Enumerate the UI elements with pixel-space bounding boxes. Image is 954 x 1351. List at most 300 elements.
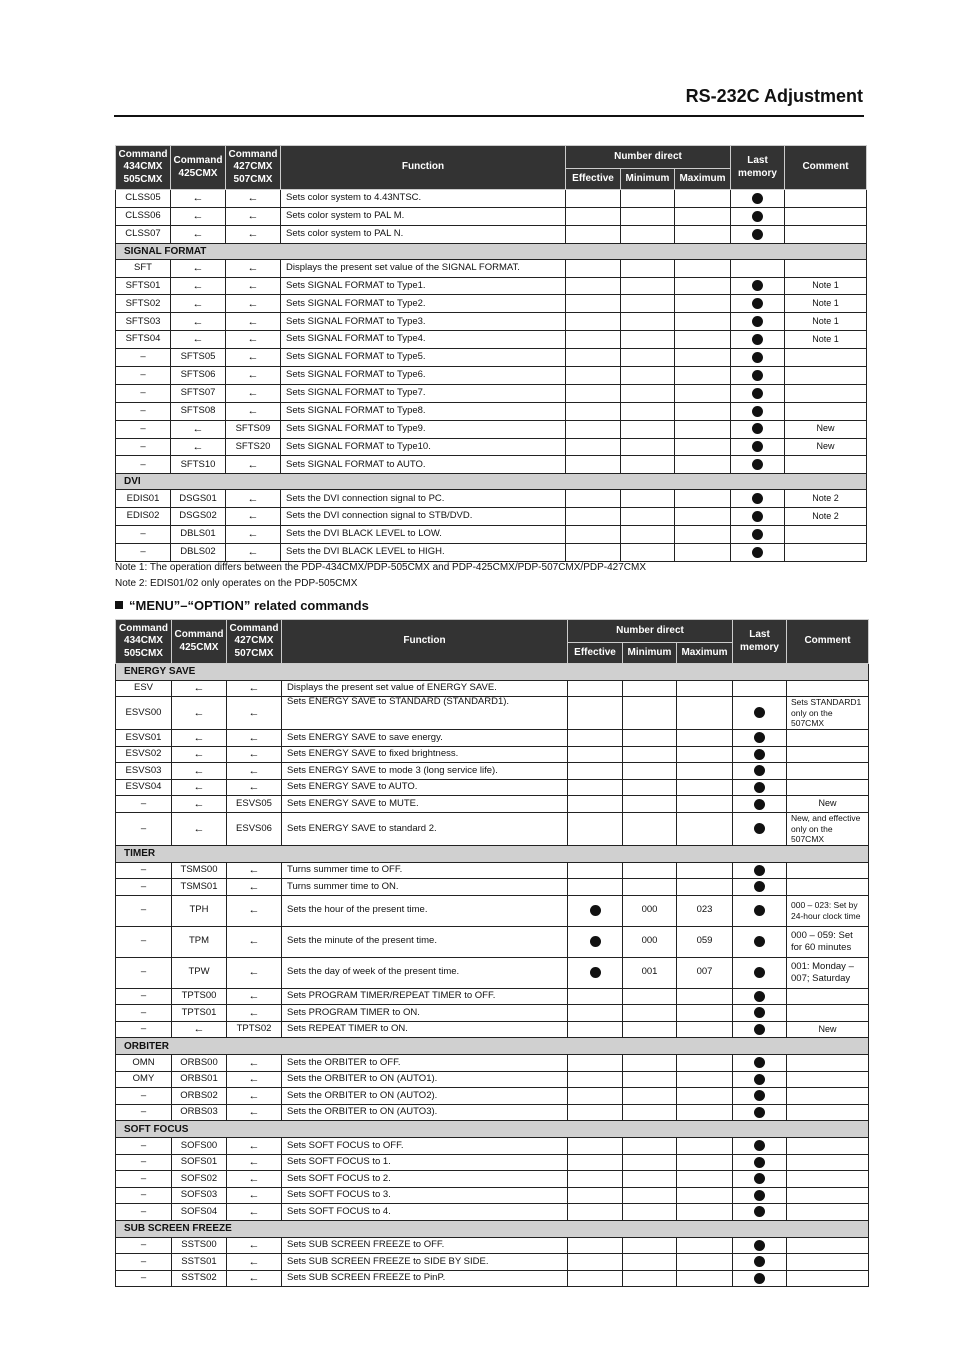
effective-cell (568, 926, 623, 957)
command-427-507 (226, 277, 281, 295)
comment-cell: New (785, 420, 867, 438)
arrow-left-icon: ← (248, 1139, 260, 1152)
command-434-505: ESVS03 (116, 763, 172, 780)
maximum-value (677, 813, 733, 846)
arrow-left-icon: ← (248, 1189, 260, 1202)
comment-cell (787, 1270, 869, 1287)
arrow-left-icon: ← (247, 315, 259, 328)
command-434-505: ESVS00 (116, 697, 172, 730)
black-circle-icon (754, 749, 765, 760)
command-434-505: – (116, 926, 172, 957)
effective-cell (566, 225, 621, 243)
table-row (116, 1204, 869, 1221)
effective-cell (568, 813, 623, 846)
black-circle-icon (754, 1256, 765, 1267)
last-memory-cell (731, 367, 785, 385)
command-434-505: ESVS04 (116, 779, 172, 796)
table-row (116, 763, 869, 780)
effective-cell (568, 779, 623, 796)
command-434-505: – (116, 438, 171, 456)
function-description: Sets the DVI BLACK LEVEL to HIGH. (281, 544, 566, 562)
effective-cell (566, 190, 621, 208)
arrow-left-icon: ← (192, 315, 204, 328)
command-434-505: ESVS01 (116, 730, 172, 747)
command-427-507 (227, 697, 282, 730)
command-434-505: ESV (116, 680, 172, 697)
command-434-505: SFTS02 (116, 295, 171, 313)
arrow-left-icon: ← (248, 935, 260, 948)
command-425: SSTS02 (172, 1270, 227, 1287)
header-maximum: Maximum (677, 643, 733, 664)
header-function: Function (281, 146, 566, 190)
command-434-505: – (116, 862, 172, 879)
comment-cell (787, 779, 869, 796)
minimum-value (623, 1071, 677, 1088)
comment-cell (785, 526, 867, 544)
comment-cell: New (785, 438, 867, 456)
function-description: Sets color system to 4.43NTSC. (281, 190, 566, 208)
command-434-505: – (116, 456, 171, 474)
minimum-value (621, 384, 675, 402)
command-425 (172, 730, 227, 747)
minimum-value (623, 813, 677, 846)
maximum-value: 007 (677, 957, 733, 988)
black-circle-icon (752, 316, 763, 327)
table-row (116, 1138, 869, 1155)
header-minimum: Minimum (621, 169, 675, 190)
table-row (116, 438, 867, 456)
command-434-505: SFTS04 (116, 331, 171, 349)
command-434-505: – (116, 1270, 172, 1287)
command-427-507 (226, 295, 281, 313)
black-circle-icon (754, 1024, 765, 1035)
minimum-value (623, 1138, 677, 1155)
effective-cell (568, 1055, 623, 1072)
table-row (116, 1021, 869, 1038)
arrow-left-icon: ← (248, 904, 260, 917)
last-memory-cell (733, 1021, 787, 1038)
maximum-value (677, 879, 733, 896)
table-row (116, 490, 867, 508)
black-circle-icon (752, 406, 763, 417)
section-label: SOFT FOCUS (116, 1121, 869, 1138)
effective-cell (566, 313, 621, 331)
section-row (116, 1121, 869, 1138)
arrow-left-icon: ← (192, 210, 204, 223)
command-425 (171, 420, 226, 438)
maximum-value (677, 1021, 733, 1038)
table-row (116, 697, 869, 730)
command-425: DSGS02 (171, 508, 226, 526)
effective-cell (568, 1270, 623, 1287)
comment-cell (785, 349, 867, 367)
table-row (116, 730, 869, 747)
maximum-value (677, 1171, 733, 1188)
comment-cell: Note 1 (785, 277, 867, 295)
title-rule (114, 115, 864, 117)
comment-cell (787, 1088, 869, 1105)
arrow-left-icon: ← (248, 748, 260, 761)
function-description: Sets SUB SCREEN FREEZE to OFF. (282, 1237, 568, 1254)
black-circle-icon (754, 707, 765, 718)
effective-cell (568, 862, 623, 879)
command-434-505: – (116, 1237, 172, 1254)
maximum-value (677, 988, 733, 1005)
black-circle-icon (754, 1157, 765, 1168)
black-circle-icon (752, 511, 763, 522)
header-comment: Comment (787, 620, 869, 664)
header-comment: Comment (785, 146, 867, 190)
function-description: Sets the DVI connection signal to PC. (281, 490, 566, 508)
black-circle-icon (754, 1173, 765, 1184)
minimum-value (621, 402, 675, 420)
command-427-507 (227, 879, 282, 896)
black-circle-icon (754, 1090, 765, 1101)
table-row (116, 313, 867, 331)
effective-cell (568, 1021, 623, 1038)
function-description: Sets color system to PAL N. (281, 225, 566, 243)
function-description: Sets ENERGY SAVE to standard 2. (282, 813, 568, 846)
last-memory-cell (733, 746, 787, 763)
last-memory-cell (733, 1254, 787, 1271)
black-circle-icon (754, 1074, 765, 1085)
effective-cell (568, 957, 623, 988)
black-circle-icon (754, 1190, 765, 1201)
command-425 (172, 746, 227, 763)
command-425: TPTS01 (172, 1005, 227, 1022)
maximum-value (675, 420, 731, 438)
effective-cell (566, 384, 621, 402)
effective-cell (566, 207, 621, 225)
comment-cell: Note 1 (785, 313, 867, 331)
black-circle-icon (752, 334, 763, 345)
comment-cell: Note 1 (785, 295, 867, 313)
arrow-left-icon: ← (248, 966, 260, 979)
header-command-434-505: Command 434CMX 505CMX (116, 146, 171, 190)
black-circle-icon (752, 352, 763, 363)
command-425 (171, 277, 226, 295)
table-row (116, 1187, 869, 1204)
black-circle-icon (754, 782, 765, 793)
header-function: Function (282, 620, 568, 664)
command-425: TSMS01 (172, 879, 227, 896)
maximum-value (675, 259, 731, 277)
black-circle-icon (754, 1107, 765, 1118)
arrow-left-icon: ← (248, 731, 260, 744)
black-circle-icon (754, 1007, 765, 1018)
arrow-left-icon: ← (192, 333, 204, 346)
maximum-value (675, 331, 731, 349)
command-425 (172, 796, 227, 813)
comment-cell (785, 207, 867, 225)
last-memory-cell (731, 349, 785, 367)
black-circle-icon (752, 298, 763, 309)
command-434-505: – (116, 1204, 172, 1221)
maximum-value (677, 763, 733, 780)
arrow-left-icon: ← (248, 1156, 260, 1169)
section-row (116, 243, 867, 259)
table-row (116, 926, 869, 957)
maximum-value (675, 349, 731, 367)
comment-cell: 000 – 023: Set by 24-hour clock time (787, 895, 869, 926)
last-memory-cell (731, 331, 785, 349)
last-memory-cell (731, 259, 785, 277)
arrow-left-icon: ← (248, 1272, 260, 1285)
minimum-value (621, 225, 675, 243)
table-row (116, 420, 867, 438)
arrow-left-icon: ← (248, 1172, 260, 1185)
table-header (116, 146, 867, 190)
arrow-left-icon: ← (248, 1239, 260, 1252)
maximum-value: 059 (677, 926, 733, 957)
last-memory-cell (733, 1071, 787, 1088)
effective-cell (568, 1005, 623, 1022)
header-command-425: Command 425CMX (171, 146, 226, 190)
maximum-value (677, 862, 733, 879)
section-row (116, 845, 869, 862)
command-425: DSGS01 (171, 490, 226, 508)
command-427-507 (227, 988, 282, 1005)
black-circle-icon (590, 905, 601, 916)
note-2: Note 2: EDIS01/02 only operates on the PDP-505CMX (115, 578, 358, 589)
black-circle-icon (752, 388, 763, 399)
arrow-left-icon: ← (192, 422, 204, 435)
last-memory-cell (731, 190, 785, 208)
command-425 (171, 331, 226, 349)
minimum-value (621, 313, 675, 331)
arrow-left-icon: ← (192, 228, 204, 240)
minimum-value (623, 730, 677, 747)
black-circle-icon (752, 441, 763, 452)
black-circle-icon (752, 211, 763, 222)
last-memory-cell (733, 697, 787, 730)
arrow-left-icon: ← (193, 731, 205, 744)
function-description: Sets the DVI BLACK LEVEL to LOW. (281, 526, 566, 544)
comment-cell: Note 1 (785, 331, 867, 349)
command-425: TPH (172, 895, 227, 926)
effective-cell (566, 526, 621, 544)
effective-cell (568, 1237, 623, 1254)
black-circle-icon (752, 370, 763, 381)
comment-cell (787, 1071, 869, 1088)
comment-cell (785, 190, 867, 208)
minimum-value (623, 763, 677, 780)
header-last-memory: Last memory (731, 146, 785, 190)
minimum-value (621, 420, 675, 438)
command-434-505: SFTS03 (116, 313, 171, 331)
effective-cell (568, 879, 623, 896)
function-description: Sets ENERGY SAVE to save energy. (282, 730, 568, 747)
command-434-505: OMN (116, 1055, 172, 1072)
command-425: ORBS03 (172, 1104, 227, 1121)
minimum-value (623, 796, 677, 813)
comment-cell (787, 1171, 869, 1188)
table-row (116, 367, 867, 385)
function-description: Sets the DVI connection signal to STB/DVD. (281, 508, 566, 526)
function-description: Turns summer time to OFF. (282, 862, 568, 879)
function-description: Sets SOFT FOCUS to 1. (282, 1154, 568, 1171)
effective-cell (566, 456, 621, 474)
arrow-left-icon: ← (248, 706, 260, 719)
black-circle-icon (590, 967, 601, 978)
arrow-left-icon: ← (248, 1255, 260, 1268)
note-1: Note 1: The operation differs between the PDP-434CMX/PDP-505CMX and PDP-425CMX/PDP-507CMX/PDP-427CMX (115, 562, 646, 573)
minimum-value (621, 259, 675, 277)
black-circle-icon (752, 547, 763, 558)
command-427-507 (227, 746, 282, 763)
effective-cell (566, 508, 621, 526)
arrow-left-icon: ← (247, 297, 259, 310)
arrow-left-icon: ← (193, 822, 205, 835)
section-label: SIGNAL FORMAT (116, 243, 867, 259)
command-434-505: – (116, 1171, 172, 1188)
last-memory-cell (731, 277, 785, 295)
command-425: ORBS02 (172, 1088, 227, 1105)
command-425 (171, 313, 226, 331)
maximum-value (675, 313, 731, 331)
arrow-left-icon: ← (247, 369, 259, 382)
command-427-507 (227, 730, 282, 747)
maximum-value (675, 490, 731, 508)
table-header (116, 620, 869, 664)
last-memory-cell (733, 1005, 787, 1022)
arrow-left-icon: ← (192, 297, 204, 310)
black-circle-icon (754, 765, 765, 776)
effective-cell (568, 1104, 623, 1121)
command-427-507 (226, 526, 281, 544)
table-row (116, 544, 867, 562)
comment-cell: New, and effective only on the 507CMX (787, 813, 869, 846)
header-minimum: Minimum (623, 643, 677, 664)
table-row (116, 1171, 869, 1188)
section-label: DVI (116, 474, 867, 490)
table-row (116, 680, 869, 697)
header-effective: Effective (566, 169, 621, 190)
table-body (116, 664, 869, 1287)
table-row (116, 1071, 869, 1088)
command-427-507 (227, 895, 282, 926)
command-427-507 (227, 1270, 282, 1287)
command-434-505: – (116, 1138, 172, 1155)
effective-cell (568, 730, 623, 747)
arrow-left-icon: ← (247, 387, 259, 400)
comment-cell (785, 402, 867, 420)
effective-cell (566, 438, 621, 456)
command-425 (171, 259, 226, 277)
last-memory-cell (731, 544, 785, 562)
header-command-427-507: Command 427CMX 507CMX (227, 620, 282, 664)
maximum-value (675, 526, 731, 544)
comment-cell: Sets STANDARD1 only on the 507CMX (787, 697, 869, 730)
command-427-507 (227, 1104, 282, 1121)
comment-cell (787, 680, 869, 697)
table-row (116, 259, 867, 277)
arrow-left-icon: ← (193, 781, 205, 794)
command-434-505: – (116, 420, 171, 438)
maximum-value (677, 1154, 733, 1171)
effective-cell (566, 544, 621, 562)
function-description: Sets the ORBITER to ON (AUTO2). (282, 1088, 568, 1105)
function-description: Sets the ORBITER to ON (AUTO1). (282, 1071, 568, 1088)
black-circle-icon (752, 459, 763, 470)
command-427-507 (227, 957, 282, 988)
minimum-value (623, 1187, 677, 1204)
header-command-425: Command 425CMX (172, 620, 227, 664)
section-row (116, 1221, 869, 1238)
last-memory-cell (733, 988, 787, 1005)
black-circle-icon (752, 493, 763, 504)
comment-cell: Note 2 (785, 508, 867, 526)
section-row (116, 474, 867, 490)
function-description: Sets PROGRAM TIMER/REPEAT TIMER to OFF. (282, 988, 568, 1005)
minimum-value (623, 1204, 677, 1221)
minimum-value (621, 544, 675, 562)
arrow-left-icon: ← (193, 706, 205, 719)
table-row (116, 1237, 869, 1254)
command-427-507 (226, 490, 281, 508)
section-label: SUB SCREEN FREEZE (116, 1221, 869, 1238)
minimum-value (621, 367, 675, 385)
minimum-value (621, 438, 675, 456)
table-row (116, 508, 867, 526)
table-row (116, 349, 867, 367)
comment-cell (787, 763, 869, 780)
arrow-left-icon: ← (247, 333, 259, 346)
maximum-value (677, 1055, 733, 1072)
table-row (116, 225, 867, 243)
command-427-507: SFTS09 (226, 420, 281, 438)
maximum-value (677, 1237, 733, 1254)
command-434-505: CLSS05 (116, 190, 171, 208)
table-row (116, 879, 869, 896)
command-table-1 (115, 145, 867, 562)
table-row (116, 796, 869, 813)
arrow-left-icon: ← (247, 261, 259, 274)
command-427-507 (227, 1254, 282, 1271)
command-427-507 (227, 926, 282, 957)
table-body (116, 190, 867, 562)
comment-cell (787, 746, 869, 763)
command-425: SSTS01 (172, 1254, 227, 1271)
minimum-value (623, 1021, 677, 1038)
arrow-left-icon: ← (247, 279, 259, 292)
last-memory-cell (731, 420, 785, 438)
last-memory-cell (733, 680, 787, 697)
last-memory-cell (733, 1270, 787, 1287)
function-description: Sets SOFT FOCUS to OFF. (282, 1138, 568, 1155)
last-memory-cell (731, 526, 785, 544)
comment-cell (787, 1005, 869, 1022)
command-427-507 (226, 259, 281, 277)
command-427-507 (226, 544, 281, 562)
effective-cell (568, 1071, 623, 1088)
minimum-value (621, 331, 675, 349)
table-row (116, 957, 869, 988)
effective-cell (566, 402, 621, 420)
command-427-507: TPTS02 (227, 1021, 282, 1038)
command-434-505: – (116, 1088, 172, 1105)
last-memory-cell (733, 813, 787, 846)
last-memory-cell (731, 508, 785, 526)
arrow-left-icon: ← (248, 1056, 260, 1069)
table-row (116, 526, 867, 544)
comment-cell: 001: Monday – 007; Saturday (787, 957, 869, 988)
command-434-505: – (116, 1154, 172, 1171)
function-description: Sets SUB SCREEN FREEZE to SIDE BY SIDE. (282, 1254, 568, 1271)
last-memory-cell (733, 1237, 787, 1254)
arrow-left-icon: ← (247, 210, 259, 223)
black-circle-icon (754, 732, 765, 743)
